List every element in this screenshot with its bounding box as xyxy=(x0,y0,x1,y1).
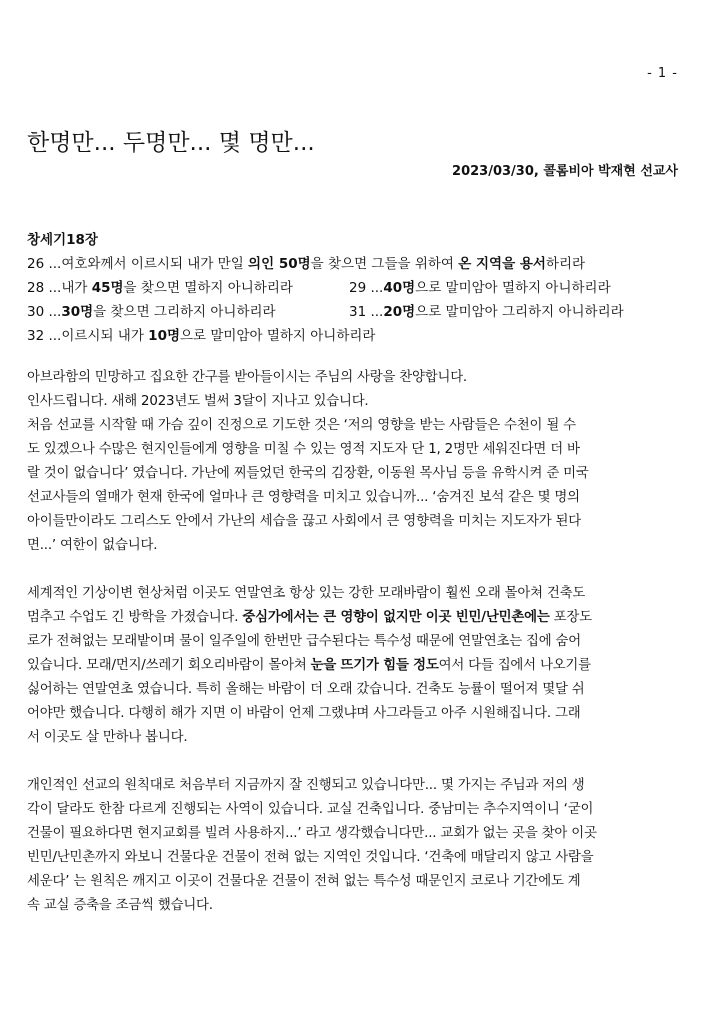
text-line: 아이들만이라도 그리스도 안에서 가난의 세습을 끊고 사회에서 큰 영향력을 미치는 지도자가 된다 xyxy=(27,514,582,529)
text-line: 세계적인 기상이변 현상처럼 이곳도 연말연초 항상 있는 강한 모래바람이 훨씬 오래 몰아쳐 건축도 xyxy=(27,586,586,601)
verse-emphasis: 의인 50명 xyxy=(248,256,311,272)
text-line: 건물이 필요하다면 현지교회를 빌려 사용하지...’ 라고 생각했습니다만... 교회가 없는 곳을 찾아 이곳 xyxy=(27,826,597,841)
text-line: 어야만 했습니다. 다행히 해가 지면 이 바람이 언제 그랬냐며 사그라들고 아주 시원해집니다. 그래 xyxy=(27,706,581,721)
paragraph-construction xyxy=(27,774,684,918)
text-emphasis: 눈을 뜨기가 힘들 정도 xyxy=(310,658,439,673)
scripture-block xyxy=(27,228,682,348)
verse-29 xyxy=(349,280,611,296)
verse-emphasis: 10명 xyxy=(148,328,180,344)
text-line: 로가 전혀없는 모래밭이며 물이 일주일에 한번만 급수된다는 특수성 때문에 연말연초는 집에 숨어 xyxy=(27,634,582,649)
verse-31 xyxy=(349,304,624,320)
verse-text: 29 ... xyxy=(349,280,384,296)
verse-text: 하리라 xyxy=(545,256,586,272)
paragraph-weather xyxy=(27,582,684,750)
text-line: 도 있겠으나 수많은 현지인들에게 영향을 미칠 수 있는 영적 지도자 단 1, 2명만 세워진다면 더 바 xyxy=(27,442,580,457)
text-line: 아브라함의 민망하고 집요한 간구를 받아들이시는 주님의 사랑을 찬양합니다. xyxy=(27,370,467,385)
text-line: 랄 것이 없습니다’ 였습니다. 가난에 찌들었던 한국의 김장환, 이동원 목사님 등을 유학시켜 준 미국 xyxy=(27,466,589,481)
text-line: 처음 선교를 시작할 때 가슴 깊이 진정으로 기도한 것은 ‘저의 영향을 받는 사람들은 수천이 될 수 xyxy=(27,418,576,433)
text-line: 선교사들의 열매가 현재 한국에 얼마나 큰 영향력을 미치고 있습니까... ‘숨겨진 보석 같은 몇 명의 xyxy=(27,490,580,505)
verse-text: 31 ... xyxy=(349,304,384,320)
text-line: 세운다’ 는 원칙은 깨지고 이곳이 건물다운 건물이 전혀 없는 특수성 때문인지 코로나 기간에도 계 xyxy=(27,874,581,889)
text-line: 빈민/난민촌까지 와보니 건물다운 건물이 전혀 없는 지역인 것입니다. ‘건축에 매달리지 않고 사람을 xyxy=(27,850,594,865)
verse-text: 32 ...이르시되 내가 xyxy=(27,328,149,344)
verse-emphasis: 20명 xyxy=(383,304,416,320)
text-line xyxy=(27,606,684,630)
verse-32 xyxy=(27,324,682,348)
verse-emphasis: 45명 xyxy=(91,280,124,296)
verse-emphasis: 40명 xyxy=(383,280,416,296)
verse-row-30-31 xyxy=(27,300,682,324)
verse-text: 으로 말미암아 멸하지 아니하리라 xyxy=(180,328,376,344)
verse-text: 30 ... xyxy=(27,304,62,320)
page-number: - 1 - xyxy=(647,66,678,81)
verse-row-28-29 xyxy=(27,276,682,300)
verse-30 xyxy=(27,300,349,324)
verse-emphasis: 온 지역을 용서 xyxy=(458,256,546,272)
text-line: 개인적인 선교의 원칙대로 처음부터 지금까지 잘 진행되고 있습니다만... 몇 가지는 주님과 저의 생 xyxy=(27,778,585,793)
verse-text: 을 찾으면 그리하지 아니하리라 xyxy=(93,304,276,320)
verse-text: 을 찾으면 멸하지 아니하리라 xyxy=(123,280,293,296)
verse-text: 으로 말미암아 멸하지 아니하리라 xyxy=(415,280,611,296)
text-line: 인사드립니다. 새해 2023년도 벌써 3달이 지나고 있습니다. xyxy=(27,394,369,409)
text-line: 각이 달라도 한참 다르게 진행되는 사역이 있습니다. 교실 건축입니다. 중남미는 추수지역이니 ‘굳이 xyxy=(27,802,594,817)
text-span: 포장도 xyxy=(549,610,592,625)
verse-26 xyxy=(27,252,682,276)
text-span: 여서 다들 집에서 나오기를 xyxy=(438,658,591,673)
text-line: 속 교실 증축을 조금씩 했습니다. xyxy=(27,898,213,913)
verse-text: 28 ...내가 xyxy=(27,280,92,296)
text-span: 있습니다. 모래/먼지/쓰레기 회오리바람이 몰아쳐 xyxy=(27,658,311,673)
letter-body xyxy=(27,366,684,942)
text-line: 서 이곳도 살 만하나 봅니다. xyxy=(27,730,188,745)
text-span: 멈추고 수업도 긴 방학을 가졌습니다. xyxy=(27,610,243,625)
text-line xyxy=(27,654,684,678)
verse-text: 으로 말미암아 그리하지 아니하리라 xyxy=(415,304,624,320)
verse-emphasis: 30명 xyxy=(61,304,94,320)
scripture-heading: 창세기18장 xyxy=(27,232,98,248)
document-title: 한명만... 두명만... 몇 명만... xyxy=(27,130,315,156)
text-emphasis: 중심가에서는 큰 영향이 없지만 이곳 빈민/난민촌에는 xyxy=(242,610,550,625)
text-line: 면...’ 여한이 없습니다. xyxy=(27,538,158,553)
text-line: 싫어하는 연말연초 였습니다. 특히 올해는 바람이 더 오래 갔습니다. 건축도 능률이 떨어져 몇달 쉬 xyxy=(27,682,585,697)
verse-28 xyxy=(27,276,349,300)
verse-text: 을 찾으면 그들을 위하여 xyxy=(310,256,459,272)
byline: 2023/03/30, 콜롬비아 박재현 선교사 xyxy=(452,164,678,179)
paragraph-greeting xyxy=(27,366,684,558)
verse-text: 26 ...여호와께서 이르시되 내가 만일 xyxy=(27,256,249,272)
